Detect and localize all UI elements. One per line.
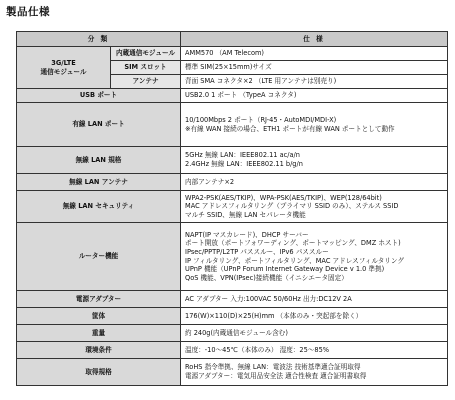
row-value	[181, 147, 448, 174]
table-row	[17, 147, 448, 174]
value-line: WPA2-PSK(AES/TKIP)、WPA-PSK(AES/TKIP)、WEP(128/64bit)	[185, 193, 382, 202]
row-value: 背面 SMA コネクタ×2 （LTE 用アンテナは別売り)	[181, 75, 448, 89]
value-line: NAPT(IP マスカレード)、DHCP サーバー	[185, 230, 309, 239]
row-value	[181, 89, 448, 103]
row-value	[181, 325, 448, 342]
value-line: RoHS 指令準拠、無線 LAN：電波法 技術基準適合証明取得	[185, 363, 361, 372]
row-name: 無線 LAN 規格	[17, 147, 181, 174]
header-category: 分 類	[17, 32, 181, 47]
row-value: AMM570 （AM Telecom)	[181, 47, 448, 61]
row-value	[181, 191, 448, 223]
value-line: 2.4GHz 無線 LAN：IEEE802.11 b/g/n	[185, 160, 303, 168]
row-name: 筐体	[17, 308, 181, 325]
value-line: 176(W)×110(D)×25(H)mm （本体のみ・突起部を除く）	[185, 311, 363, 320]
value-line: マルチ SSID、無線 LAN セパレータ機能	[185, 210, 306, 219]
row-name: 有線 LAN ポート	[17, 103, 181, 147]
table-row	[17, 342, 448, 359]
row-value	[181, 342, 448, 359]
header-spec: 仕 様	[181, 32, 448, 47]
group-3g-lte-label	[17, 47, 111, 89]
row-name: 電源アダプター	[17, 291, 181, 308]
row-value: 標準 SIM(25×15mm)サイズ	[181, 61, 448, 75]
row-name: ルーター機能	[17, 223, 181, 291]
row-name: 環境条件	[17, 342, 181, 359]
row-name: 重量	[17, 325, 181, 342]
value-line: USB2.0 1 ポート （TypeA コネクタ)	[185, 91, 297, 100]
spec-table	[16, 31, 448, 386]
table-row	[17, 359, 448, 386]
table-row	[17, 325, 448, 342]
value-line: QoS 機能、VPN(IPsec)接続機能（イニシエータ固定）	[185, 273, 348, 282]
table-row	[17, 191, 448, 223]
table-row	[17, 223, 448, 291]
row-value	[181, 291, 448, 308]
value-line: IP フィルタリング、ポートフィルタリング、MAC アドレスフィルタリング	[185, 256, 404, 265]
value-line: UPnP 機能（UPnP Forum Internet Gateway Device v 1.0 準拠)	[185, 265, 385, 274]
row-name: USB ポート	[17, 89, 181, 103]
value-line: AC アダプター 入力:100VAC 50/60Hz 出力:DC12V 2A	[185, 294, 352, 303]
value-line: 内部アンテナ×2	[185, 177, 235, 186]
row-name: 無線 LAN アンテナ	[17, 174, 181, 191]
value-line: ポート開放（ポートフォワーディング、ポートマッピング、DMZ ホスト)	[185, 239, 401, 248]
group-label-line: 通信モジュール	[40, 67, 87, 76]
value-line: ※有線 WAN 接続の場合、ETH1 ポートが有線 WAN ポートとして動作	[185, 124, 395, 133]
row-value	[181, 308, 448, 325]
row-name: アンテナ	[111, 75, 181, 89]
table-row	[17, 308, 448, 325]
table-row	[17, 291, 448, 308]
value-line: 10/100Mbps 2 ポート（RJ-45・AutoMDI/MDI-X)	[185, 115, 337, 124]
table-row	[17, 47, 448, 61]
row-value	[181, 359, 448, 386]
row-value	[181, 103, 448, 147]
row-name: 無線 LAN セキュリティ	[17, 191, 181, 223]
row-name: SIM スロット	[111, 61, 181, 75]
row-value	[181, 223, 448, 291]
table-row	[17, 174, 448, 191]
table-row	[17, 103, 448, 147]
row-name: 取得規格	[17, 359, 181, 386]
value-line: MAC アドレスフィルタリング（プライマリ SSID のみ）、ステルス SSID	[185, 202, 399, 211]
table-header-row	[17, 32, 448, 47]
page-title: 製品仕様	[6, 6, 50, 18]
value-line: 5GHz 無線 LAN：IEEE802.11 ac/a/n	[185, 151, 300, 160]
group-label-line: 3G/LTE	[51, 58, 76, 67]
value-line: IPsec/PPTP/L2TP パススルー、IPv6 パススルー	[185, 247, 329, 256]
table-row	[17, 89, 448, 103]
value-line: 約 240g(内蔵通信モジュール含む)	[185, 328, 288, 337]
value-line: 電源アダプター：電気用品安全法 適合性検査 適合証明書取得	[185, 372, 367, 380]
value-line: 温度：-10～45℃（本体のみ） 湿度：25～85%	[185, 345, 330, 354]
row-name: 内蔵通信モジュール	[111, 47, 181, 61]
row-value	[181, 174, 448, 191]
